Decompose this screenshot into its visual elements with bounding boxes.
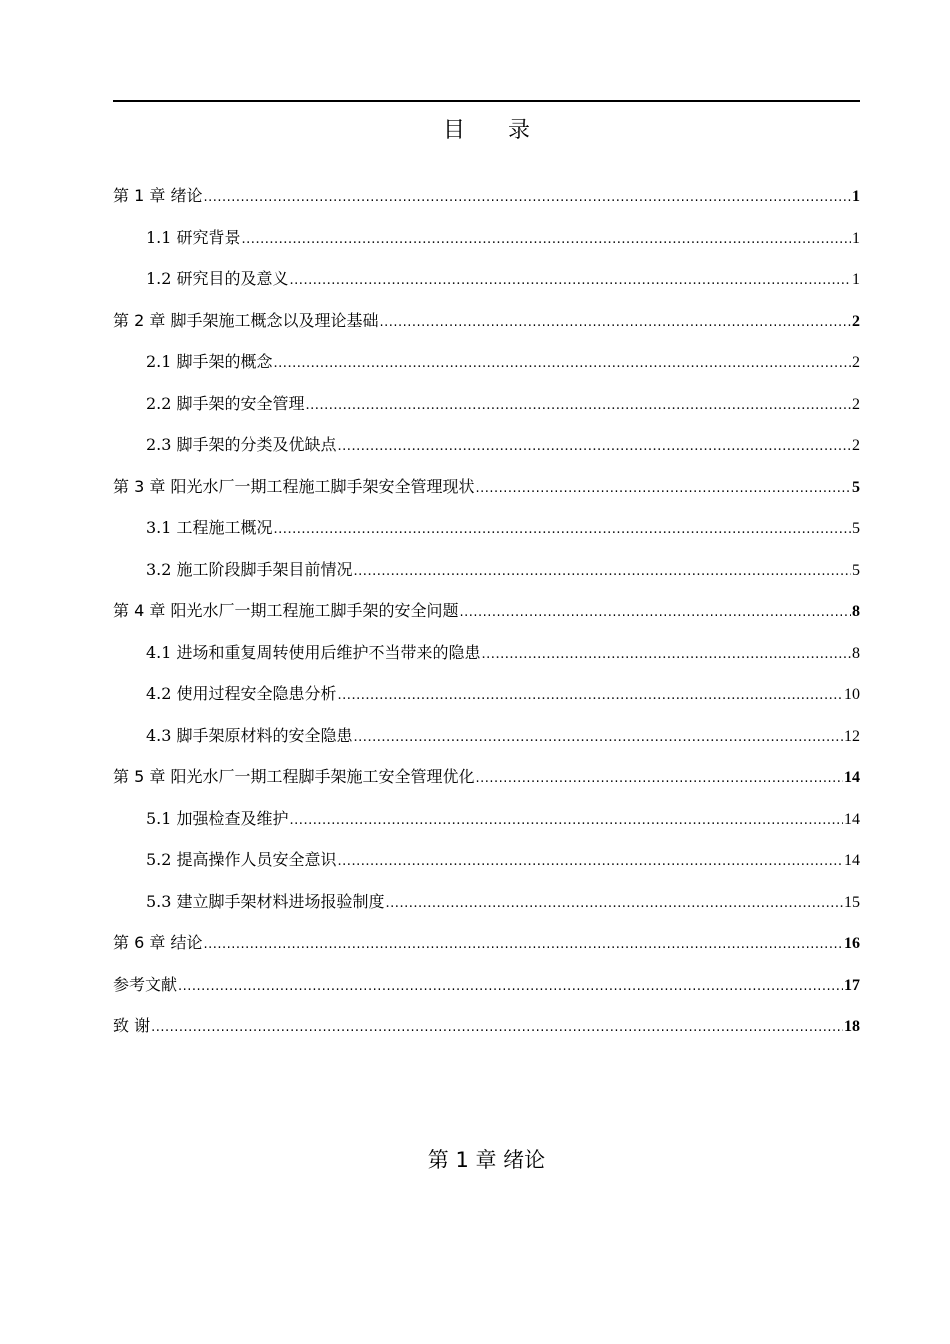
toc-entry-label: 4.2 使用过程安全隐患分析 (146, 684, 337, 703)
toc-entry-label: 致 谢 (113, 1016, 151, 1035)
toc-entry-label: 2.1 脚手架的概念 (146, 352, 273, 371)
toc-page-number: 2 (852, 395, 860, 413)
toc-page-number: 2 (852, 312, 860, 330)
toc-page-number: 5 (852, 561, 860, 579)
toc-entry-label: 第 3 章 阳光水厂一期工程施工脚手架安全管理现状 (113, 476, 475, 496)
toc-entry-label: 1.1 研究背景 (146, 227, 241, 247)
toc-leader-dots (475, 765, 843, 793)
toc-title: 目 录 (443, 118, 548, 143)
toc-page-number: 14 (844, 810, 860, 828)
toc-section-entry[interactable] (113, 680, 860, 722)
toc-leader-dots (475, 475, 851, 503)
toc-page-number: 15 (844, 893, 860, 911)
toc-page-number: 14 (844, 769, 860, 786)
toc-entry-label: 第 6 章 结论 (113, 933, 203, 952)
toc-page-number: 17 (844, 976, 860, 994)
toc-leader-dots (482, 641, 851, 669)
toc-section-entry[interactable] (113, 846, 860, 888)
toc-page-number: 10 (844, 686, 860, 703)
toc-section-entry[interactable] (113, 265, 860, 307)
toc-page-number: 8 (852, 603, 860, 620)
toc-section-entry[interactable] (113, 348, 860, 390)
toc-section-entry[interactable] (113, 390, 860, 432)
toc-section-entry[interactable] (113, 888, 860, 930)
toc-entry-label: 第 5 章 阳光水厂一期工程脚手架施工安全管理优化 (113, 767, 475, 786)
toc-leader-dots (306, 392, 851, 420)
toc-leader-dots (338, 433, 851, 461)
toc-leader-dots (203, 931, 843, 959)
toc-section-entry[interactable] (113, 514, 860, 556)
toc-chapter-entry[interactable] (113, 929, 860, 971)
toc-page-number: 8 (852, 644, 860, 662)
toc-leader-dots (338, 848, 843, 876)
toc-section-entry[interactable] (113, 556, 860, 598)
toc-chapter-entry[interactable] (113, 763, 860, 805)
toc-chapter-entry[interactable] (113, 971, 860, 1013)
toc-section-entry[interactable] (113, 224, 860, 266)
toc-entry-label: 3.2 施工阶段脚手架目前情况 (146, 559, 353, 579)
toc-entry-label: 5.1 加强检查及维护 (146, 808, 289, 828)
toc-page-number: 14 (844, 852, 860, 869)
toc-entry-label: 4.1 进场和重复周转使用后维护不当带来的隐患 (146, 642, 481, 662)
toc-leader-dots (290, 807, 843, 835)
toc-entry-label: 第 4 章 阳光水厂一期工程施工脚手架的安全问题 (113, 601, 459, 620)
toc-chapter-entry[interactable] (113, 1012, 860, 1054)
toc-section-entry[interactable] (113, 639, 860, 681)
toc-leader-dots (290, 267, 851, 295)
toc-leader-dots (338, 682, 843, 710)
toc-leader-dots (274, 516, 851, 544)
table-of-contents (113, 182, 860, 1054)
toc-entry-label: 2.2 脚手架的安全管理 (146, 393, 305, 413)
toc-chapter-entry[interactable] (113, 597, 860, 639)
chapter-1-heading: 第 1 章 绪论 (427, 1148, 546, 1172)
toc-leader-dots (203, 184, 851, 212)
toc-page-number: 5 (852, 478, 860, 496)
toc-entry-label: 5.3 建立脚手架材料进场报验制度 (146, 891, 385, 911)
header-rule (113, 100, 860, 102)
toc-leader-dots (459, 599, 851, 627)
toc-chapter-entry[interactable] (113, 307, 860, 349)
toc-leader-dots (274, 350, 851, 378)
toc-entry-label: 1.2 研究目的及意义 (146, 269, 289, 288)
toc-leader-dots (386, 890, 843, 918)
toc-leader-dots (354, 724, 843, 752)
toc-entry-label: 2.3 脚手架的分类及优缺点 (146, 435, 337, 454)
toc-page-number: 5 (852, 520, 860, 537)
toc-page-number: 2 (852, 354, 860, 371)
toc-chapter-entry[interactable] (113, 182, 860, 224)
toc-section-entry[interactable] (113, 431, 860, 473)
toc-entry-label: 5.2 提高操作人员安全意识 (146, 850, 337, 869)
toc-page-number: 1 (852, 188, 860, 205)
toc-leader-dots (242, 226, 851, 254)
toc-leader-dots (178, 973, 843, 1001)
toc-section-entry[interactable] (113, 805, 860, 847)
toc-page-number: 18 (844, 1018, 860, 1035)
toc-page-number: 1 (852, 271, 860, 288)
toc-chapter-entry[interactable] (113, 473, 860, 515)
toc-leader-dots (354, 558, 851, 586)
toc-entry-label: 参考文献 (113, 974, 178, 994)
toc-entry-label: 第 2 章 脚手架施工概念以及理论基础 (113, 310, 379, 330)
toc-entry-label: 3.1 工程施工概况 (146, 518, 273, 537)
toc-page-number: 2 (852, 437, 860, 454)
toc-page-number: 1 (852, 229, 860, 247)
toc-page-number: 12 (844, 727, 860, 745)
toc-leader-dots (379, 309, 851, 337)
toc-section-entry[interactable] (113, 722, 860, 764)
toc-entry-label: 第 1 章 绪论 (113, 186, 203, 205)
toc-entry-label: 4.3 脚手架原材料的安全隐患 (146, 725, 353, 745)
toc-page-number: 16 (844, 935, 860, 952)
toc-leader-dots (151, 1014, 843, 1042)
